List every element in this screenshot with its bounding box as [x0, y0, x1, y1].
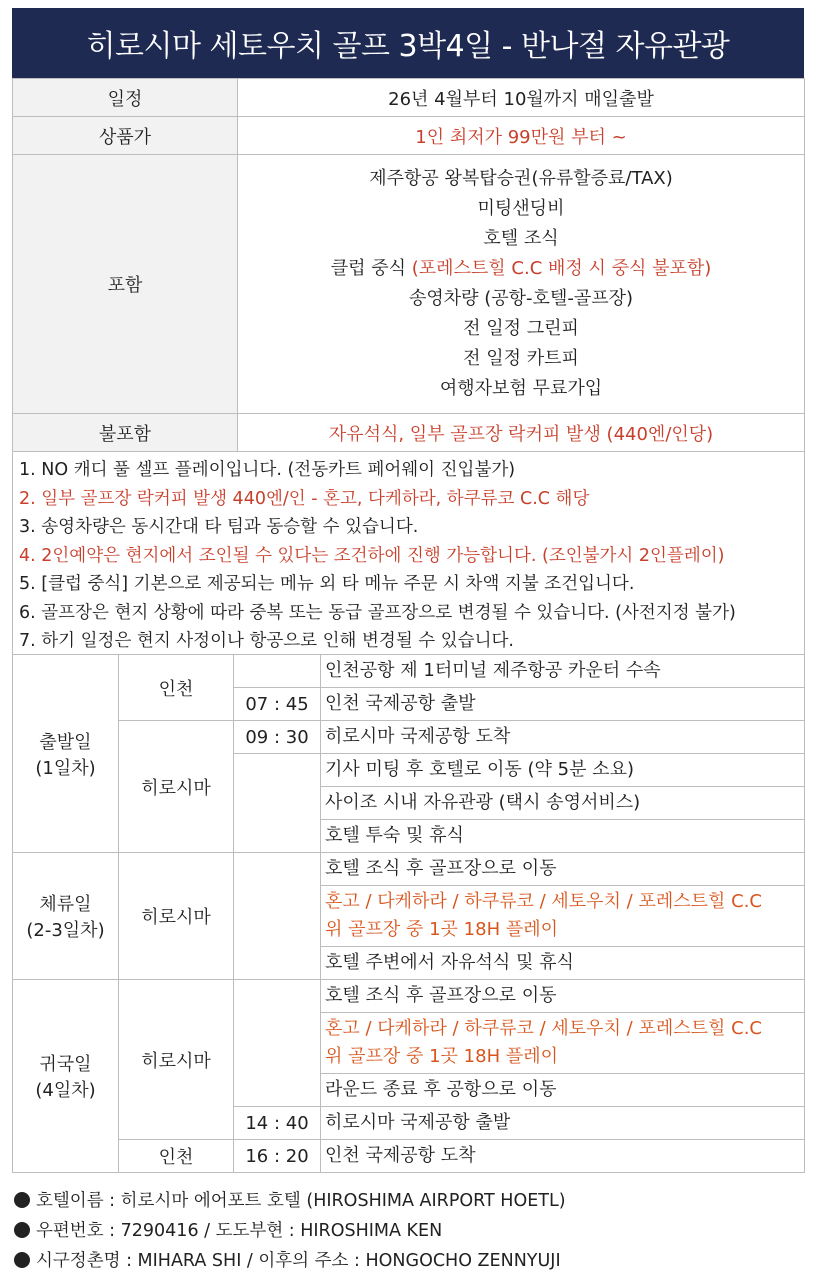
include-item: 송영차량 (공항-호텔-골프장)	[408, 288, 634, 309]
exclude-row	[13, 414, 805, 452]
hotel-info	[14, 1186, 566, 1276]
exclude-label: 불포함	[13, 414, 238, 452]
note-item: 5. [클럽 중식] 기본으로 제공되는 메뉴 외 타 메뉴 주문 시 차액 지불 조건입니다.	[19, 574, 635, 594]
desc-cell: 사이조 시내 자유관광 (택시 송영서비스)	[321, 787, 805, 820]
include-club-note: (포레스트힐 C.C 배정 시 중식 불포함)	[411, 258, 712, 279]
price-row	[13, 117, 805, 155]
note-item: 3. 송영차량은 동시간대 타 팀과 동승할 수 있습니다.	[19, 517, 419, 537]
include-item: 미팅샌딩비	[477, 198, 565, 219]
time-cell	[234, 754, 321, 853]
table-row	[13, 721, 805, 754]
postal-code-line: 우편번호 : 7290416 / 도도부현 : HIROSHIMA KEN	[14, 1216, 566, 1246]
location-cell: 히로시마	[119, 721, 234, 853]
schedule-label: 일정	[13, 79, 238, 117]
golf-play: 위 골프장 중 1곳 18H 플레이	[325, 919, 558, 940]
desc-cell: 호텔 조식 후 골프장으로 이동	[321, 853, 805, 886]
time-cell: 07 : 45	[234, 688, 321, 721]
time-cell	[234, 980, 321, 1107]
info-table	[12, 78, 805, 452]
table-row	[13, 853, 805, 886]
time-cell: 14 : 40	[234, 1107, 321, 1140]
location-cell: 인천	[119, 1140, 234, 1173]
include-item: 여행자보험 무료가입	[439, 378, 603, 399]
table-row	[13, 980, 805, 1013]
include-item: 호텔 조식	[483, 228, 559, 249]
include-item: 전 일정 그린피	[463, 318, 579, 339]
desc-cell: 인천 국제공항 출발	[321, 688, 805, 721]
exclude-value: 자유석식, 일부 골프장 락커피 발생 (440엔/인당)	[238, 414, 805, 452]
note-item: 7. 하기 일정은 현지 사정이나 항공으로 인해 변경될 수 있습니다.	[19, 631, 514, 651]
bullet-icon	[14, 1192, 30, 1208]
location-cell: 히로시마	[119, 853, 234, 980]
hotel-name-line: 호텔이름 : 히로시마 에어포트 호텔 (HIROSHIMA AIRPORT HOETL)	[14, 1186, 566, 1216]
schedule-value: 26년 4월부터 10월까지 매일출발	[238, 79, 805, 117]
include-label: 포함	[13, 155, 238, 414]
desc-cell: 인천 국제공항 도착	[321, 1140, 805, 1173]
page-title: 히로시마 세토우치 골프 3박4일 - 반나절 자유관광	[12, 8, 804, 78]
time-cell	[234, 655, 321, 688]
table-row	[13, 655, 805, 688]
include-item-club	[238, 254, 804, 284]
include-item: 클럽 중식	[330, 258, 406, 279]
note-item: 2. 일부 골프장 락커피 발생 440엔/인 - 혼고, 다케하라, 하쿠류코 C.C 해당	[19, 488, 590, 509]
note-item: 4. 2인예약은 현지에서 조인될 수 있다는 조건하에 진행 가능합니다. (조인불가시 2인플레이)	[19, 545, 725, 566]
price-label: 상품가	[13, 117, 238, 155]
include-row	[13, 155, 805, 414]
time-cell	[234, 853, 321, 980]
desc-cell-golf	[321, 886, 805, 947]
time-cell: 09 : 30	[234, 721, 321, 754]
include-item: 전 일정 카트피	[463, 348, 579, 369]
golf-courses: 혼고 / 다케하라 / 하쿠류코 / 세토우치 / 포레스트힐 C.C	[325, 1018, 762, 1039]
desc-cell-golf	[321, 1013, 805, 1074]
notes-box	[12, 452, 805, 655]
price-value: 1인 최저가 99만원 부터 ~	[238, 117, 805, 155]
desc-cell: 호텔 주변에서 자유석식 및 휴식	[321, 947, 805, 980]
day2-label: 체류일 (2-3일차)	[13, 853, 119, 980]
location-cell: 인천	[119, 655, 234, 721]
golf-play: 위 골프장 중 1곳 18H 플레이	[325, 1046, 558, 1067]
note-item: 1. NO 캐디 풀 셀프 플레이입니다. (전동카트 페어웨이 진입불가)	[19, 460, 516, 480]
schedule-row	[13, 79, 805, 117]
bullet-icon	[14, 1222, 30, 1238]
golf-courses: 혼고 / 다케하라 / 하쿠류코 / 세토우치 / 포레스트힐 C.C	[325, 891, 762, 912]
desc-cell: 기사 미팅 후 호텔로 이동 (약 5분 소요)	[321, 754, 805, 787]
note-item: 6. 골프장은 현지 상황에 따라 중복 또는 동급 골프장으로 변경될 수 있습니다. (사전지정 불가)	[19, 602, 736, 623]
city-address-line: 시구정촌명 : MIHARA SHI / 이후의 주소 : HONGOCHO ZENNYUJI	[14, 1246, 566, 1276]
day3-label: 귀국일 (4일차)	[13, 980, 119, 1173]
desc-cell: 라운드 종료 후 공항으로 이동	[321, 1074, 805, 1107]
desc-cell: 호텔 조식 후 골프장으로 이동	[321, 980, 805, 1013]
location-cell: 히로시마	[119, 980, 234, 1140]
desc-cell: 히로시마 국제공항 출발	[321, 1107, 805, 1140]
desc-cell: 히로시마 국제공항 도착	[321, 721, 805, 754]
desc-cell: 인천공항 제 1터미널 제주항공 카운터 수속	[321, 655, 805, 688]
table-row	[13, 1140, 805, 1173]
bullet-icon	[14, 1252, 30, 1268]
day1-label: 출발일 (1일차)	[13, 655, 119, 853]
desc-cell: 호텔 투숙 및 휴식	[321, 820, 805, 853]
time-cell: 16 : 20	[234, 1140, 321, 1173]
itinerary-table	[12, 654, 805, 1173]
include-list	[238, 155, 805, 414]
include-item: 제주항공 왕복탑승권(유류할증료/TAX)	[369, 168, 673, 189]
